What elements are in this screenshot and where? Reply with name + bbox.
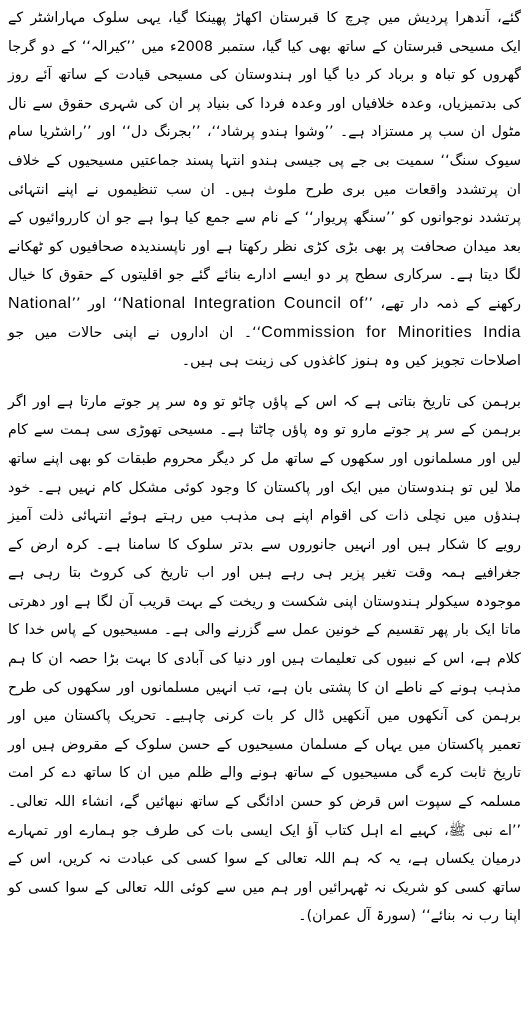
paragraph-minority-persecution: [8, 4, 521, 376]
paragraph-1-text-c: ‘‘۔ ان اداروں نے اپنی حالات میں جو اصلاحات تجویز کیں وہ ہنوز کاغذوں کی زینت ہی ہیں۔: [8, 324, 521, 370]
paragraph-brahmin-history: برہمن کی تاریخ بتاتی ہے کہ اس کے پاؤں چاٹو تو وہ سر پر جوتے مارتا ہے اور اگر برہمن کے سر پر جوتے مارو تو وہ پاؤں چاٹتا ہے۔ مسیحی تھوڑی سی ہمت سے کام لیں اور مسلمانوں اور سکھوں کے ساتھ مل کر دیگر محروم طبقات کو بھی اپنے ساتھ ملا لیں تو ہندوستان میں ایک اور پاکستان کا وجود کوئی مشکل کام نہیں ہے۔ خود ہندؤں میں نچلی ذات کی اقوام اپنے ہی مذہب میں رہتے ہوئے انتہائی ذلت آمیز رویے کا شکار ہیں اور انہیں جانوروں سے بدتر سلوک کا سامنا ہے۔ کرہ ارض کے جغرافیے ہمہ وقت تغیر پزیر ہی رہے ہیں اور اب تاریخ کی کروٹ بتا رہی ہے موجودہ سیکولر ہندوستان اپنی شکست و ریخت کے بہت قریب آن لگا ہے اور دھرتی ماتا ایک بار پھر تقسیم کے خونین عمل سے گزرنے والی ہے۔ مسیحیوں کے پاس خدا کا کلام ہے، اس کے نبیوں کی تعلیمات ہیں اور دنیا کی آبادی کا بہت بڑا حصہ ان کا ہم مذہب ہونے کے ناطے ان کا پشتی بان ہے، تب انہیں مسلمانوں اور سکھوں کی طرح برہمن کی آنکھوں میں آنکھیں ڈال کر بات کرنی چاہیے۔ تحریک پاکستان میں اور تعمیر پاکستان میں یہاں کے مسلمان مسیحیوں کے حسن سلوک کے مقروض ہیں اور تاریخ ثابت کرے گی مسیحیوں کے ساتھ ہونے والے ظلم میں ان کا ساتھ دے کر امت مسلمہ کے سپوت اس قرض کو حسن ادائگی کے ساتھ نبھائیں گے، انشاء اللہ تعالی۔ ’’اے نبی ﷺ، کہیے اے اہل کتاب آؤ ایک ایسی بات کی طرف جو ہمارے اور تمہارے درمیان یکساں ہے، یہ کہ ہم اللہ تعالی کے سوا کسی کی عبادت نہ کریں، اس کے ساتھ کسی کو شریک نہ ٹھہرائیں اور ہم میں سے کوئی اللہ تعالی کے سوا کسی کو اپنا رب نہ بنائے‘‘ (سورۃ آل عمران)۔: [8, 393, 521, 925]
paragraph-1-text-a: گئے، آندھرا پردیش میں چرچ کا قبرستان اکھاڑ پھینکا گیا، یہی سلوک مہاراشٹر کے ایک مسیحی قبرستان کے ساتھ بھی کیا گیا، ستمبر 2008ء میں ’’کیرالہ‘‘ کے دو گرجا گھروں کو تباہ و برباد کر دیا گیا اور ہندوستان کی مسیحی قیادت کے ساتھ آئے روز کی بدتمیزیاں، وعدہ خلافیاں اور وعدہ فردا کی بنیاد پر ان کی شہری حقوق سے نال مٹول ان سب پر مستزاد ہے۔ ’’وشوا ہندو پرشاد‘‘، ’’بجرنگ دل‘‘ اور ’’راشٹریا سام سیوک سنگ‘‘ سمیت بی جے پی جیسی ہندو انتہا پسند جماعتیں مسیحیوں کے خلاف ان پرتشدد واقعات میں بری طرح ملوث ہیں۔ ان سب تنظیموں نے اپنے انتہائی پرتشدد نوجوانوں کو ’’سنگھ پریوار‘‘ کے نام سے جمع کیا ہوا ہے جو ان کارروائیوں کے بعد میدان صحافت پر بھی بڑی کڑی نظر رکھتا ہے اور ناپسندیدہ صحافیوں کو ٹھکانے لگا دیتا ہے۔ سرکاری سطح پر دو ایسے ادارے بنائے گئے جو اقلیتوں کے حقوق کا خیال رکھنے کے ذمہ دار تھے، ’’: [8, 10, 522, 312]
org-name-commission-for-minorities: National Commission for Minorities India: [8, 294, 521, 341]
org-name-national-integration-council: National Integration Council of: [122, 294, 365, 312]
paragraph-1-text-b: ‘‘ اور ’’: [71, 295, 123, 312]
